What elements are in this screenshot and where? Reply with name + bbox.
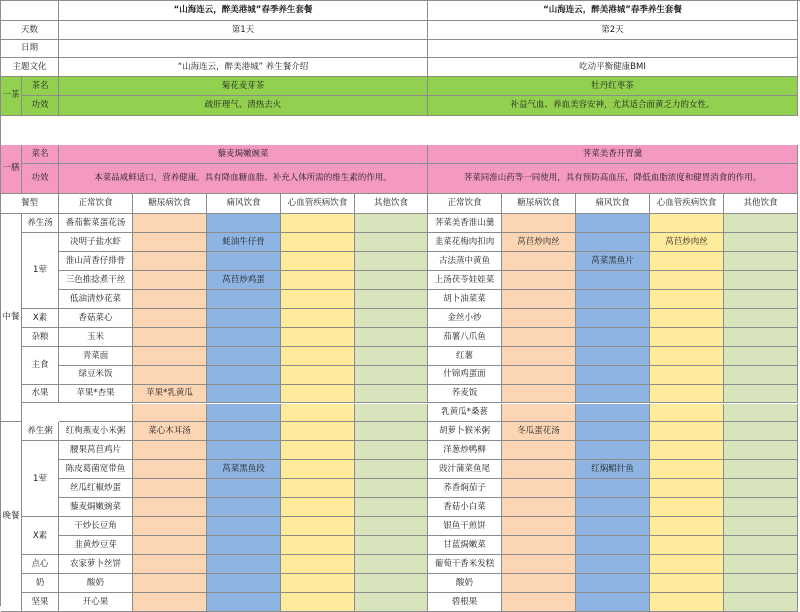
diet-column-header: 痛风饮食 [207, 194, 281, 214]
meal-item [576, 555, 650, 574]
meal-item [281, 385, 355, 404]
meal-item [207, 479, 281, 498]
meal-item [502, 479, 576, 498]
meal-item [724, 422, 798, 441]
meal-item: 韭菜花梅肉扣肉 [428, 233, 502, 252]
meal-item: 茄薯八爪鱼 [428, 328, 502, 347]
meal-item [207, 422, 281, 441]
meal-item [650, 385, 724, 404]
meal-item: 开心果 [59, 593, 133, 612]
dish-type-label: 主食 [22, 347, 59, 385]
meal-item: 玉米 [59, 328, 133, 347]
meal-item [133, 309, 207, 328]
day-1-date [59, 40, 428, 58]
row-label-date: 日期 [1, 40, 59, 58]
meal-item: 丝瓜红椒炒蛋 [59, 479, 133, 498]
meal-item [724, 498, 798, 517]
meal-item [724, 252, 798, 271]
meal-item [355, 498, 428, 517]
meal-item [207, 593, 281, 612]
meal-item: 蚝油牛仔骨 [207, 233, 281, 252]
dish-type-label: 1荤 [22, 233, 59, 309]
meal-item [133, 214, 207, 233]
meal-item [576, 328, 650, 347]
meal-item [355, 271, 428, 290]
meal-item: 银鱼干煎饼 [428, 517, 502, 536]
meal-item [133, 290, 207, 309]
meal-item: 金丝小炒 [428, 309, 502, 328]
row-label-day: 天数 [1, 21, 59, 40]
meal-item: 酸奶 [428, 574, 502, 593]
meal-item [281, 347, 355, 366]
meal-item [133, 328, 207, 347]
meal-item: 荞麦饭 [428, 385, 502, 404]
meal-item [133, 574, 207, 593]
day-2-tea-effect: 补益气血、养血美容安神，尤其适合面黄乏力的女性。 [428, 96, 798, 116]
meal-type-header: 餐型 [1, 194, 59, 214]
meal-item [502, 309, 576, 328]
meal-item [724, 271, 798, 290]
meal-item: 青菜面 [59, 347, 133, 366]
meal-item [650, 309, 724, 328]
diet-column-header: 糖尿病饮食 [133, 194, 207, 214]
day-2-date [428, 40, 798, 58]
diet-column-header: 其他饮食 [724, 194, 798, 214]
meal-item [133, 366, 207, 385]
meal-item [650, 347, 724, 366]
meal-item: 胡萝卜猴米粥 [428, 422, 502, 441]
meal-item [133, 498, 207, 517]
meal-item [650, 328, 724, 347]
dish-type-label: 养生粥 [22, 422, 59, 441]
meal-item [650, 498, 724, 517]
meal-item [502, 460, 576, 479]
meal-item [724, 233, 798, 252]
meal-item [133, 536, 207, 555]
meal-item: 苹果*乳黄瓜 [133, 385, 207, 404]
meal-item: 绿豆米饭 [59, 366, 133, 385]
meal-item: 莴苣炒肉丝 [502, 233, 576, 252]
meal-item: 红枸燕麦小米粥 [59, 422, 133, 441]
meal-item [502, 574, 576, 593]
diet-column-header: 心血管疾病饮食 [650, 194, 724, 214]
diet-column-header: 正常饮食 [428, 194, 502, 214]
day-1-dish: 藜麦焗嫩豌菜 [59, 145, 428, 164]
day-2-dish: 荠菜美香开胃羹 [428, 145, 798, 164]
meal-item [281, 460, 355, 479]
dinner-label: 晚餐 [1, 422, 22, 612]
meal-item [207, 517, 281, 536]
dish-type-label: 水果 [22, 385, 59, 404]
meal-item [576, 347, 650, 366]
meal-item: 豉汁蒲菜鱼尾 [428, 460, 502, 479]
meal-item [576, 366, 650, 385]
meal-item [650, 290, 724, 309]
corner-cell [1, 1, 59, 21]
meal-item: 香菇小白菜 [428, 498, 502, 517]
day-1-dish-effect: 本菜品咸鲜适口，营养健康。具有降血糖血脂、补充人体所需的维生素的作用。 [59, 164, 428, 194]
meal-item [724, 347, 798, 366]
dish-type-label: 坚果 [22, 593, 59, 612]
meal-item [207, 328, 281, 347]
meal-item [281, 328, 355, 347]
meal-item [355, 233, 428, 252]
tea-effect-label: 功效 [22, 96, 59, 116]
meal-item [576, 290, 650, 309]
meal-item [281, 517, 355, 536]
meal-item [281, 593, 355, 612]
meal-item [724, 404, 798, 423]
meal-item [207, 555, 281, 574]
meal-item: 甘蓝焗嫩菜 [428, 536, 502, 555]
meal-item [207, 404, 281, 423]
meal-item [502, 214, 576, 233]
meal-item [133, 252, 207, 271]
meal-item [281, 479, 355, 498]
meal-item [133, 460, 207, 479]
meal-item [724, 290, 798, 309]
meal-item [724, 366, 798, 385]
day-2-tea: 牡丹红枣茶 [428, 77, 798, 96]
meal-item [207, 385, 281, 404]
meal-item [724, 555, 798, 574]
meal-item [355, 309, 428, 328]
sheet-title: “山海连云，醉美港城”春季养生套餐 [428, 1, 798, 21]
meal-item [724, 574, 798, 593]
meal-item [724, 441, 798, 460]
meal-item [355, 422, 428, 441]
meal-item [576, 536, 650, 555]
tea-group-label: 一茶 [1, 77, 22, 116]
meal-item [355, 366, 428, 385]
meal-item: 古法蒸中黄鱼 [428, 252, 502, 271]
meal-item [576, 479, 650, 498]
meal-item: 菜心木耳汤 [133, 422, 207, 441]
meal-item [207, 366, 281, 385]
meal-item: 红薯 [428, 347, 502, 366]
meal-item [502, 271, 576, 290]
meal-item [281, 441, 355, 460]
meal-item [724, 309, 798, 328]
meal-item: 三色推捻煮干丝 [59, 271, 133, 290]
meal-item [133, 347, 207, 366]
meal-item [650, 555, 724, 574]
lunch-label: 中餐 [1, 214, 22, 422]
meal-item: 胡卜油菜菜 [428, 290, 502, 309]
meal-item [576, 404, 650, 423]
tea-name-label: 茶名 [22, 77, 59, 96]
meal-item [502, 593, 576, 612]
meal-item: 乳黄瓜*桑葚 [428, 404, 502, 423]
meal-item [650, 517, 724, 536]
diet-column-header: 其他饮食 [355, 194, 428, 214]
sheet-title: “山海连云，醉美港城”春季养生套餐 [59, 1, 428, 21]
meal-item [724, 517, 798, 536]
row-label-theme: 主题文化 [1, 58, 59, 77]
meal-item [355, 441, 428, 460]
meal-item [355, 479, 428, 498]
meal-item [281, 422, 355, 441]
meal-item [207, 536, 281, 555]
meal-item [355, 252, 428, 271]
meal-item [281, 252, 355, 271]
meal-item [724, 460, 798, 479]
meal-item [133, 233, 207, 252]
meal-item [650, 271, 724, 290]
day-1-tea: 菊花麦芽茶 [59, 77, 428, 96]
meal-item [502, 385, 576, 404]
meal-item [281, 214, 355, 233]
meal-item [724, 479, 798, 498]
meal-item [576, 441, 650, 460]
meal-item [355, 214, 428, 233]
meal-item [576, 517, 650, 536]
meal-item [133, 479, 207, 498]
meal-item [355, 574, 428, 593]
meal-item: 农家萝卜丝饼 [59, 555, 133, 574]
meal-item [207, 290, 281, 309]
meal-item: 荞香焖茄子 [428, 479, 502, 498]
meal-item [650, 441, 724, 460]
meal-item: 低油清炒花菜 [59, 290, 133, 309]
diet-column-header: 心血管疾病饮食 [281, 194, 355, 214]
meal-item [133, 404, 207, 423]
day-1-tea-effect: 疏肝理气、清热去火 [59, 96, 428, 116]
dish-group-label: 一膳 [1, 145, 22, 194]
meal-item [355, 593, 428, 612]
meal-item: 什锦鸡蛋面 [428, 366, 502, 385]
dish-type-label: 杂粮 [22, 328, 59, 347]
meal-item [133, 517, 207, 536]
meal-item: 荠菜美香淮山羹 [428, 214, 502, 233]
meal-item [207, 574, 281, 593]
meal-item [207, 498, 281, 517]
meal-item [502, 366, 576, 385]
meal-item: 藜麦焗嫩豌菜 [59, 498, 133, 517]
meal-item [59, 404, 133, 423]
meal-item [355, 555, 428, 574]
meal-item: 冬瓜蛋花汤 [502, 422, 576, 441]
meal-item: 上汤茯苓娃娃菜 [428, 271, 502, 290]
meal-item [650, 404, 724, 423]
meal-item [355, 328, 428, 347]
day-2-day: 第2天 [428, 21, 798, 40]
meal-item [133, 441, 207, 460]
meal-item [281, 271, 355, 290]
meal-item: 红焖鲳针鱼 [576, 460, 650, 479]
meal-item [502, 328, 576, 347]
meal-item [576, 385, 650, 404]
meal-item [207, 214, 281, 233]
meal-item [502, 290, 576, 309]
meal-item: 腰果莴苣鸡片 [59, 441, 133, 460]
diet-column-header: 正常饮食 [59, 194, 133, 214]
meal-item [355, 460, 428, 479]
meal-item [355, 517, 428, 536]
meal-item [724, 214, 798, 233]
meal-item [133, 593, 207, 612]
dish-name-label: 菜名 [22, 145, 59, 164]
meal-item: 莴苣炒肉丝 [650, 233, 724, 252]
meal-item [650, 460, 724, 479]
meal-item [207, 347, 281, 366]
meal-item [576, 271, 650, 290]
meal-item [724, 593, 798, 612]
meal-item [576, 214, 650, 233]
meal-item [650, 422, 724, 441]
meal-item: 葡萄干香米发糕 [428, 555, 502, 574]
meal-item [576, 422, 650, 441]
meal-item [281, 574, 355, 593]
meal-item [650, 252, 724, 271]
meal-item [355, 347, 428, 366]
meal-item [724, 385, 798, 404]
meal-item: 莴菜黑鱼段 [207, 460, 281, 479]
dish-type-label: 养生汤 [22, 214, 59, 233]
meal-item [502, 347, 576, 366]
meal-item [355, 404, 428, 423]
meal-item [502, 252, 576, 271]
meal-item [650, 479, 724, 498]
meal-item [576, 309, 650, 328]
meal-item [133, 555, 207, 574]
meal-item: 莴苣炒鸡蛋 [207, 271, 281, 290]
meal-item [355, 536, 428, 555]
dish-type-label: 点心 [22, 555, 59, 574]
diet-column-header: 糖尿病饮食 [502, 194, 576, 214]
dish-type-label: 1荤 [22, 441, 59, 517]
meal-item [724, 328, 798, 347]
meal-item [502, 555, 576, 574]
meal-item [281, 309, 355, 328]
meal-item [502, 536, 576, 555]
day-2-theme: 吃动平衡健康BMI [428, 58, 798, 77]
meal-item: 碧根果 [428, 593, 502, 612]
meal-item [207, 309, 281, 328]
meal-item [502, 404, 576, 423]
diet-column-header: 痛风饮食 [576, 194, 650, 214]
meal-item [355, 290, 428, 309]
meal-item: 苹果*杏果 [59, 385, 133, 404]
meal-item [281, 536, 355, 555]
meal-item [502, 441, 576, 460]
meal-item [724, 536, 798, 555]
meal-item: 莴菜黑鱼片 [576, 252, 650, 271]
meal-item [502, 517, 576, 536]
meal-item [281, 290, 355, 309]
meal-item [650, 536, 724, 555]
meal-item [207, 441, 281, 460]
meal-item [502, 498, 576, 517]
meal-item [650, 593, 724, 612]
dish-effect-label: 功效 [22, 164, 59, 194]
meal-item [281, 233, 355, 252]
meal-item: 韭黄炒豆芽 [59, 536, 133, 555]
meal-item [207, 252, 281, 271]
dish-type-label: X素 [22, 517, 59, 555]
meal-item: 决明子盐水虾 [59, 233, 133, 252]
meal-item: 番茄紫菜蛋花汤 [59, 214, 133, 233]
meal-item [281, 366, 355, 385]
meal-item [650, 214, 724, 233]
meal-item [576, 593, 650, 612]
dish-type-label: 奶 [22, 574, 59, 593]
day-1-day: 第1天 [59, 21, 428, 40]
meal-item: 淮山菏香仔排骨 [59, 252, 133, 271]
meal-item [650, 574, 724, 593]
meal-item: 香菇菜心 [59, 309, 133, 328]
day-2-dish-effect: 荠菜同淮山药等一同使用，具有预防高血压，降低血脂浓度和健胃消食的作用。 [428, 164, 798, 194]
meal-item [576, 574, 650, 593]
meal-item [281, 498, 355, 517]
day-1-theme: “山海连云，醉美港城” 养生餐介绍 [59, 58, 428, 77]
meal-item: 干炒长豆角 [59, 517, 133, 536]
meal-item [355, 385, 428, 404]
meal-item [650, 366, 724, 385]
meal-item [576, 233, 650, 252]
meal-item: 陈皮葛菌宽带鱼 [59, 460, 133, 479]
meal-item [281, 555, 355, 574]
meal-item [576, 498, 650, 517]
dish-type-label: X素 [22, 309, 59, 328]
meal-item [133, 271, 207, 290]
meal-item [281, 404, 355, 423]
meal-item: 酸奶 [59, 574, 133, 593]
meal-item: 洋葱炒鸭柳 [428, 441, 502, 460]
